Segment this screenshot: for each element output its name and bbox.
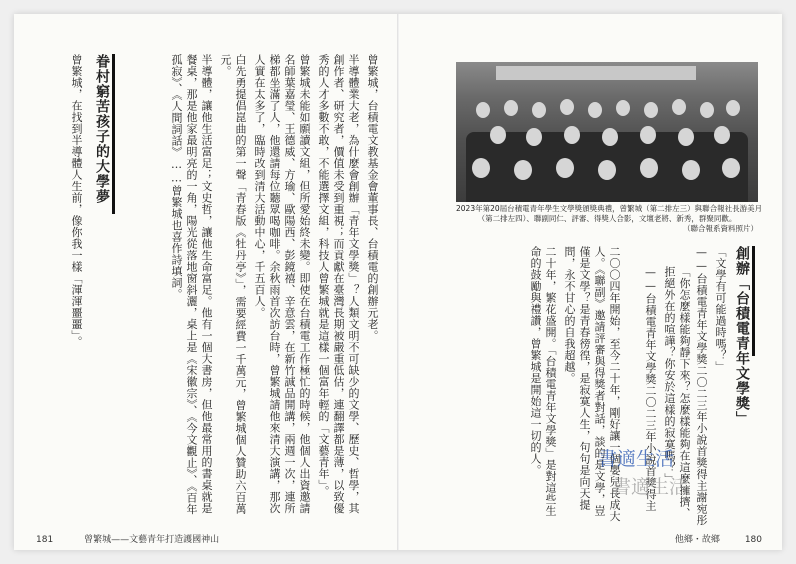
running-title: 他鄉・故鄉 [674,535,720,545]
heading-rule [112,54,115,214]
epigraph-attribution: ——台積電青年文學獎二〇二三年小說首獎得主謝宛彤 [695,246,708,526]
paragraph: 二十年，繁花盛開。「台積電青年文學獎」是對這些生命的鼓勵與禮讚，曾繁城是開始這一切的人。 [529,246,557,517]
caption-line: 2023年第20屆台積電青年學生文學獎頒獎典禮，曾繁城（第二排左三）與聯合報社長游美月 [456,204,763,213]
paragraph: 曾繁城，在找到半導體人生前，像你我一樣「渾渾噩噩」。 [70,54,83,348]
section-heading: 創辦「台積電青年文學獎」 [734,246,750,426]
right-body-text [462,246,622,526]
paragraph: 二〇〇四年開始，至今二十年，剛好讓一個嬰兒長成大人。《聯副》邀請評審與得獎者對話，談的是文學，豈僅是文學？是青春徬徨，是寂寞人生，句句是向天提問，永不甘心的自我超越。 [563,246,621,522]
page-number: 180 [744,535,762,545]
page-number: 181 [36,535,54,545]
paragraph: 曾繁城未能如願讀文組，但所愛始終未變。即使在台積電工作極忙的時候，他個人出資邀請名師葉嘉瑩、王德威、方瑜、歐陽西、彭鏡禧、辛意雲，在新竹誠品開講，兩週一次，連所梯都坐滿了人，他還請每位聽眾喝咖啡。余秋雨首次訪台時，曾繁城請他來清大演講，那次人實在太多了，臨時改到清大活動中心，千五百人。 [253,54,311,514]
photo-banner [496,66,696,80]
book-spread [14,14,782,550]
section-paragraph [54,54,84,384]
watermark: 書適生活 [612,476,689,498]
paragraph: 半導體業大老，為什麼會創辦「青年文學獎」？人類文明不可缺少的文學、歷史、哲學，其創作者、研究者，價值未受到重視；而貢獻在臺灣長期被嚴重低估，連翻譯都是薄，以致優秀的人才多數不敢，不能選擇文組，科技人曾繁城就是這樣一個富年輕的「文藝青年」。 [317,54,360,514]
heading-rule [752,246,755,356]
footer-left [36,532,219,545]
caption-line: （聯合報系資料照片） [683,224,758,233]
caption-line: （第二排左四）、聯副同仁、評審、得獎人合影，文壇老將、新秀，群聚同歡。 [477,214,737,223]
epigraph-block [695,246,728,526]
left-body-text [144,54,380,524]
quote-attribution: ——台積電青年文學獎二〇二三年小說首獎得主 [644,266,657,512]
right-page [398,14,782,550]
section-heading: 眷村窮苦孩子的大學夢 [94,54,110,204]
footer-right [675,532,762,545]
watermark: 書適生活 [598,448,675,470]
photo-caption [456,204,763,234]
running-title: 曾繁城——文藝青年打造護國神山 [84,535,220,545]
paragraph: 半導體，讓他生活富足；文史哲，讓他生命富足。他有一個大書房，但他最常用的書桌就是餐桌，那是他家最明亮的一角，陽光從落地窗斜灑，桌上是《宋徽宗》、《今文觀止》、《百年孤寂》、《人間詞話》……曾繁城也喜作詩填詞。 [170,54,213,515]
epigraph: 「文學有可能過時嗎？」 [714,246,727,373]
paragraph: 曾繁城，台積電文教基金會董事長、台積電的創辦元老。 [366,54,379,342]
paragraph: 白先勇提倡崑曲的第一聲「青春版《牡丹亭》」，需要經費一千萬元，曾繁城個人贊助六百萬元。 [219,54,247,515]
left-page [14,14,398,550]
group-photo [456,62,758,202]
quote: 「你怎麼樣能夠靜下來？怎麼樣能夠在這麼擁擠、拒絕外在的喧譁？你安於這樣的寂寞嗎？」 [663,266,691,519]
